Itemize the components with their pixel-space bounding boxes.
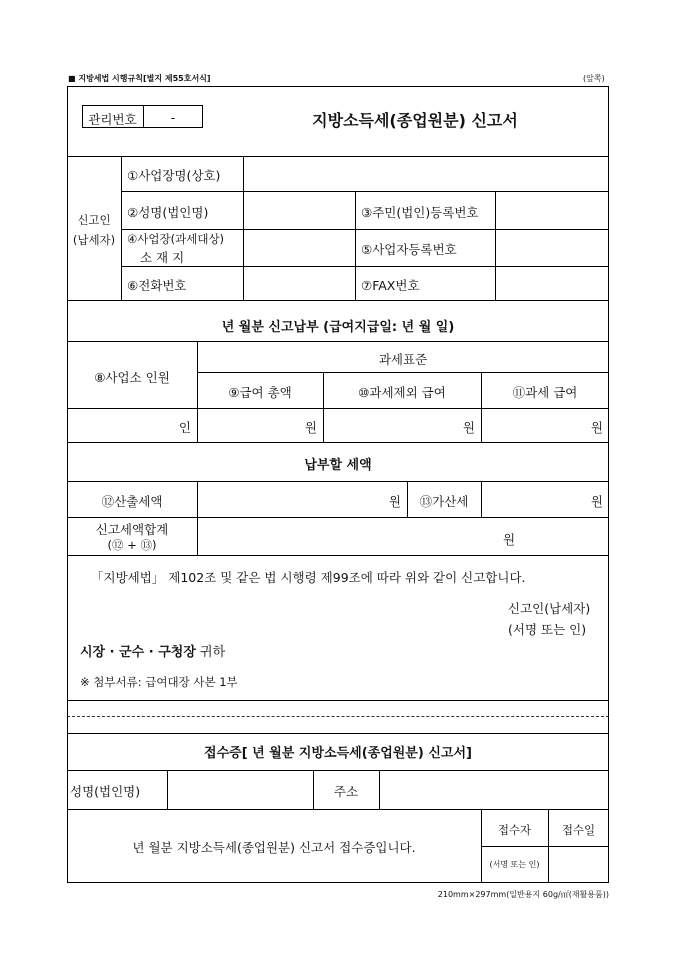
recipient-suffix: 귀하 xyxy=(200,645,226,660)
excluded-pay-unit: 원 xyxy=(462,420,475,435)
recipient-title: 시장 · 군수 · 구청장 xyxy=(80,645,196,660)
excluded-pay-label: ⑩과세제외 급여 xyxy=(358,385,446,400)
declarant-label: 신고인(납세자) xyxy=(508,601,591,616)
page-side-note: (앞쪽) xyxy=(583,74,605,83)
taxable-pay-label: ⑪과세 급여 xyxy=(512,385,578,400)
total-pay-label: ⑨급여 총액 xyxy=(228,385,292,400)
declaration-statement: 「지방세법」 제102조 및 같은 법 시행령 제99조에 따라 위와 같이 신고합니다. xyxy=(91,570,526,585)
receipt-date-label: 접수일 xyxy=(561,823,596,837)
recipient-line xyxy=(80,641,225,660)
paper-spec: 210mm×297mm(일반용지 60g/㎡(재활용품)) xyxy=(437,890,609,899)
total-tax-unit: 원 xyxy=(503,532,516,547)
phone-label: ⑥전화번호 xyxy=(127,278,187,293)
location-label: ④사업장(과세대상) xyxy=(127,232,225,246)
total-pay-unit: 원 xyxy=(304,420,317,435)
registration-number-label: ③주민(법인)등록번호 xyxy=(361,205,479,220)
reporter-side-label: 신고인 xyxy=(77,213,111,227)
attachment-note: ※ 첨부서류: 급여대장 사본 1부 xyxy=(80,675,238,689)
total-tax-label: 신고세액합계 xyxy=(95,522,169,537)
management-number-label: 관리번호 xyxy=(88,112,137,127)
taxable-pay-unit: 원 xyxy=(590,420,603,435)
receipt-statement: 년 월분 지방소득세(종업원분) 신고서 접수증입니다. xyxy=(132,840,416,855)
reporter-side-sublabel: (납세자) xyxy=(72,233,116,247)
fax-label: ⑦FAX번호 xyxy=(361,278,420,293)
receiver-label: 접수자 xyxy=(497,823,532,837)
penalty-tax-unit: 원 xyxy=(590,494,603,509)
payable-tax-title: 납부할 세액 xyxy=(304,458,372,473)
form-reference: ■ 지방세법 시행규칙[별지 제55호서식] xyxy=(68,74,211,83)
management-number-value: - xyxy=(170,110,176,125)
total-tax-formula: (⑫ + ⑬) xyxy=(107,538,157,552)
calculated-tax-unit: 원 xyxy=(388,494,401,509)
receipt-title: 접수증[ 년 월분 지방소득세(종업원분) 신고서] xyxy=(204,746,472,761)
signature-note: (서명 또는 인) xyxy=(508,622,587,637)
business-name-label: ①사업장명(상호) xyxy=(127,168,221,183)
filing-period-title: 년 월분 신고납부 (급여지급일: 년 월 일) xyxy=(221,320,455,335)
penalty-tax-label: ⑬가산세 xyxy=(419,494,469,509)
calculated-tax-label: ⑫산출세액 xyxy=(101,494,163,509)
receipt-address-label: 주소 xyxy=(333,784,359,799)
receipt-name-label: 성명(법인명) xyxy=(70,784,141,799)
business-registration-label: ⑤사업자등록번호 xyxy=(361,242,457,257)
employee-count-unit: 인 xyxy=(178,420,191,435)
employee-count-label: ⑧사업소 인원 xyxy=(94,370,170,385)
location-sublabel: 소 재 지 xyxy=(140,250,185,265)
name-label: ②성명(법인명) xyxy=(127,205,209,220)
form-title: 지방소득세(종업원분) 신고서 xyxy=(312,111,518,130)
cut-line xyxy=(67,716,609,717)
receiver-signature-note: (서명 또는 인) xyxy=(489,860,540,869)
tax-base-header: 과세표준 xyxy=(378,352,428,367)
